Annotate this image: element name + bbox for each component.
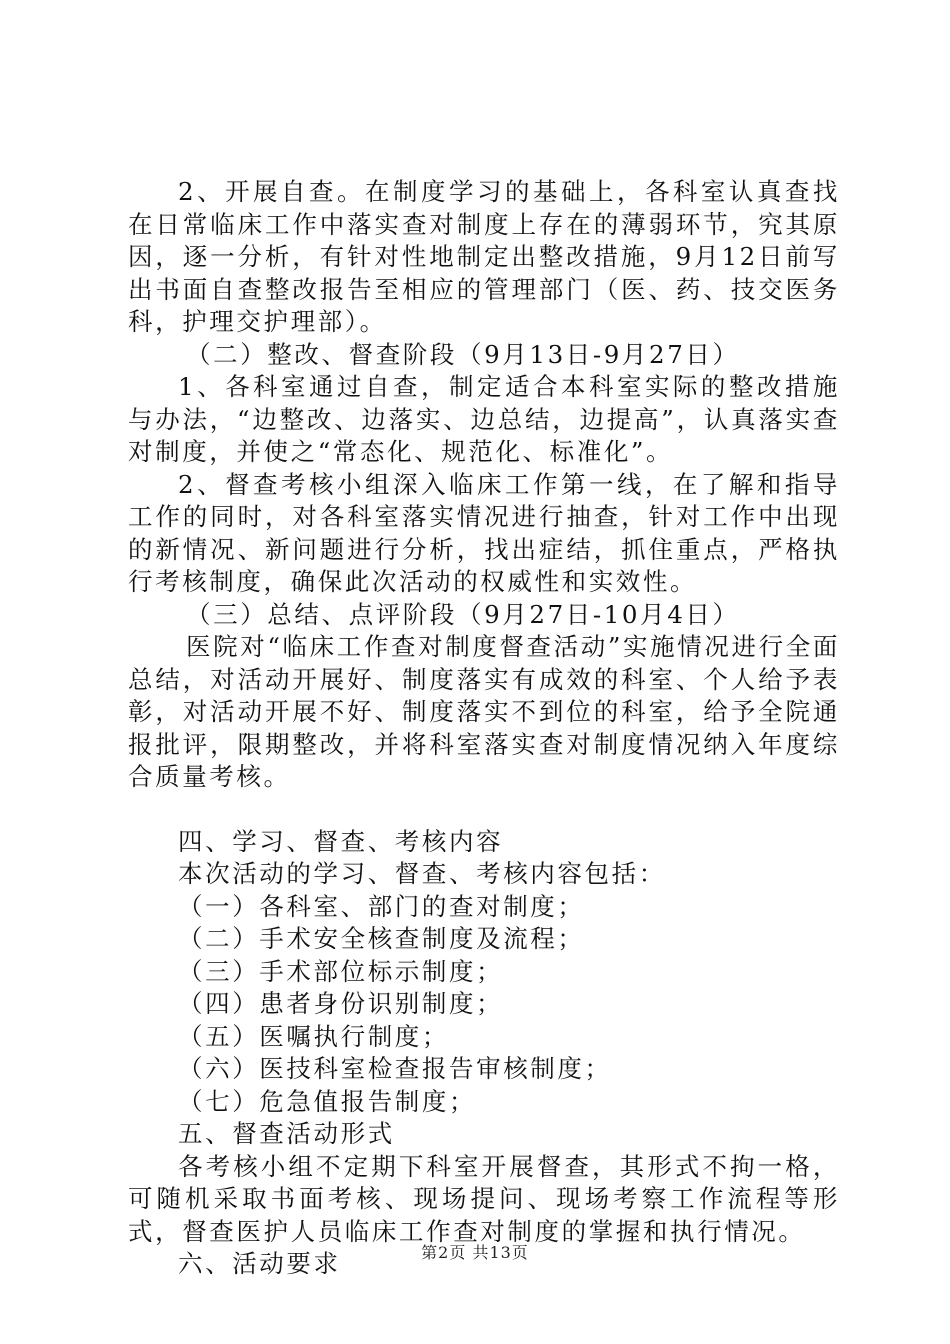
list-item: （六）医技科室检查报告审核制度；	[178, 1054, 612, 1083]
section-heading-content: 四、学习、督查、考核内容	[178, 826, 504, 856]
stage-heading-rectification: （二）整改、督查阶段（9月13日-9月27日）	[186, 339, 740, 369]
stage-heading-summary: （三）总结、点评阶段（9月27日-10月4日）	[186, 599, 740, 629]
section-heading-requirements: 六、活动要求	[178, 1249, 341, 1278]
section-intro-content: 本次活动的学习、督查、考核内容包括：	[178, 859, 666, 888]
page-number-footer: 第2页 共13页	[421, 1243, 529, 1262]
document-body	[128, 176, 840, 1281]
list-item: （三）手术部位标示制度；	[178, 956, 504, 986]
paragraph-gap	[128, 794, 840, 826]
paragraph-form: 各考核小组不定期下科室开展督查，其形式不拘一格，可随机采取书面考核、现场提问、现场考察工作流程等形式，督查医护人员临床工作查对制度的掌握和执行情况。	[128, 1151, 840, 1246]
list-item: （二）手术安全核查制度及流程；	[178, 924, 585, 953]
paragraph-rectification-1: 1、各科室通过自查，制定适合本科室实际的整改措施与办法，“边整改、边落实、边总结，边提高”，认真落实查对制度，并使之“常态化、规范化、标准化”。	[128, 372, 840, 466]
list-item: （七）危急值报告制度；	[178, 1086, 477, 1116]
list-item: （一）各科室、部门的查对制度；	[178, 891, 585, 921]
paragraph-self-check: 2、开展自查。在制度学习的基础上，各科室认真查找在日常临床工作中落实查对制度上存在的薄弱环节，究其原因，逐一分析，有针对性地制定出整改措施，9月12日前写出书面自查整改报告至相应的管理部门（医、药、技交医务科，护理交护理部）。	[128, 177, 840, 336]
section-heading-form: 五、督查活动形式	[178, 1119, 395, 1148]
paragraph-rectification-2: 2、督查考核小组深入临床工作第一线，在了解和指导工作的同时，对各科室落实情况进行抽查，针对工作中出现的新情况、新问题进行分析，找出症结，抓住重点，严格执行考核制度，确保此次活动的权威性和实效性。	[128, 469, 840, 596]
list-item: （四）患者身份识别制度；	[178, 989, 504, 1018]
list-item: （五）医嘱执行制度；	[178, 1021, 449, 1051]
paragraph-summary: 医院对“临床工作查对制度督查活动”实施情况进行全面总结，对活动开展好、制度落实有成效的科室、个人给予表彰，对活动开展不好、制度落实不到位的科室，给予全院通报批评，限期整改，并将科室落实查对制度情况纳入年度综合质量考核。	[128, 632, 840, 791]
